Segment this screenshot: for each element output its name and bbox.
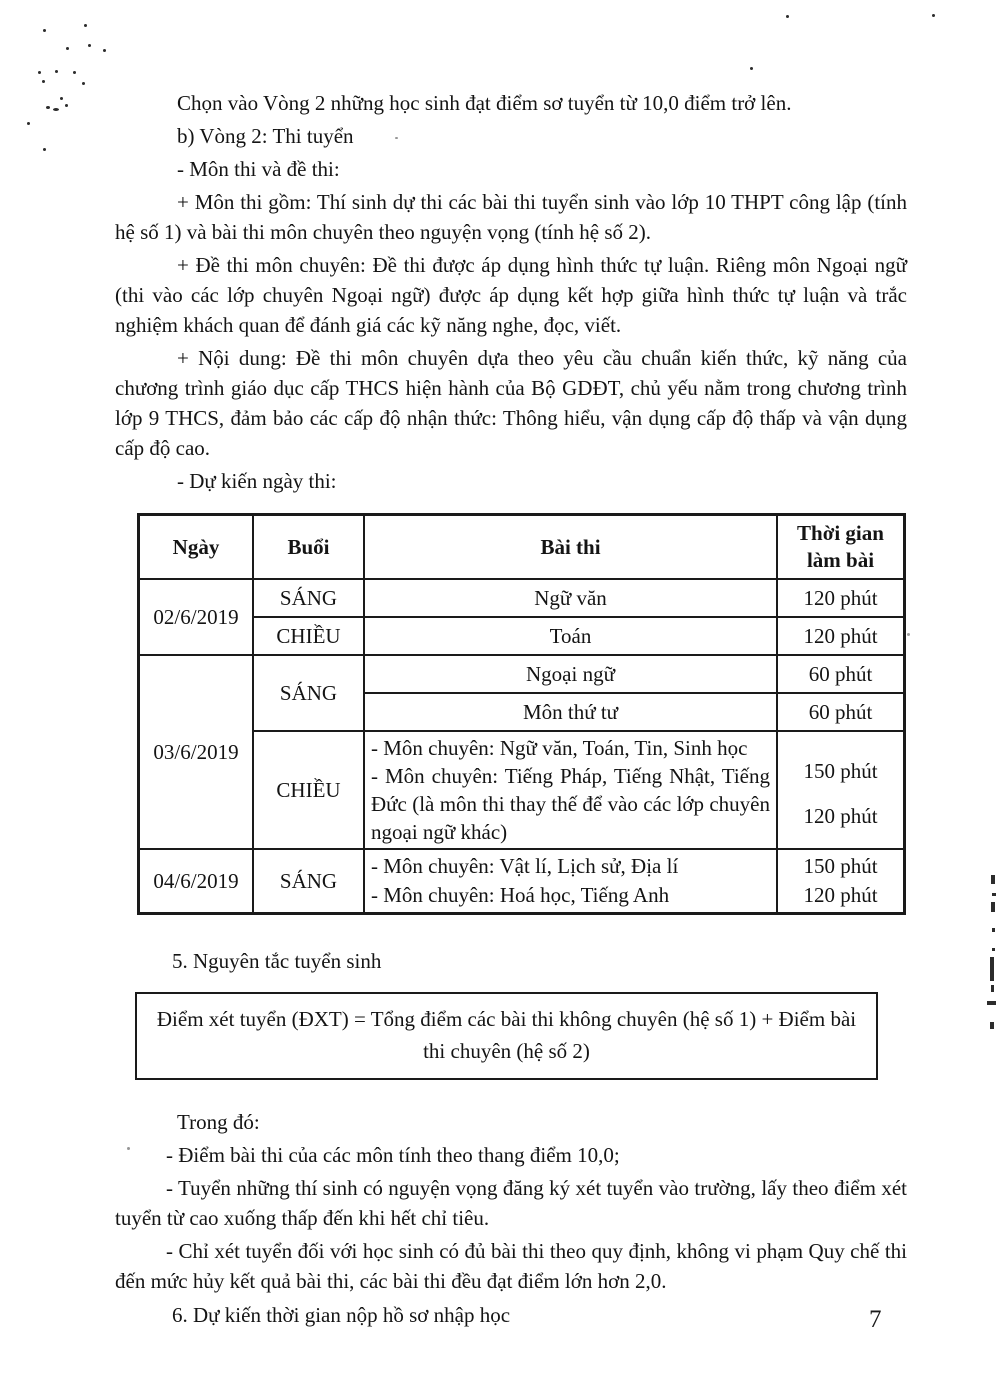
bullet-selection-order: - Tuyển những thí sinh có nguyện vọng đăng ký xét tuyển vào trường, lấy theo điểm xét tuyển từ cao xuống thấp đến khi hết chỉ tiêu.	[115, 1176, 907, 1230]
paragraph-trong-do: Trong đó:	[177, 1110, 260, 1134]
paragraph-round2-selection: Chọn vào Vòng 2 những học sinh đạt điểm sơ tuyển từ 10,0 điểm trở lên.	[177, 91, 792, 115]
cell-duration-specialized-0406	[777, 849, 905, 914]
duration-120-b: 120 phút	[803, 883, 878, 907]
exam-item-specialized-4: - Môn chuyên: Hoá học, Tiếng Anh	[371, 883, 670, 907]
table-row-0406-morning	[139, 849, 905, 914]
page-number: 7	[869, 1306, 882, 1333]
cell-exam-specialized-0406	[364, 849, 777, 914]
cell-session-morning: SÁNG	[253, 579, 364, 617]
cell-session-morning-0306: SÁNG	[253, 655, 364, 731]
cell-session-afternoon: CHIỀU	[253, 617, 364, 655]
duration-150: 150 phút	[803, 758, 878, 783]
column-header-duration: Thời gian làm bài	[777, 515, 905, 580]
cell-session-morning-0406: SÁNG	[253, 849, 364, 914]
cell-duration-specialized-0306	[777, 731, 905, 849]
column-header-date: Ngày	[139, 515, 254, 580]
bullet-score-scale: - Điểm bài thi của các môn tính theo thang điểm 10,0;	[166, 1143, 620, 1167]
column-header-exam: Bài thi	[364, 515, 777, 580]
table-row-0206-morning	[139, 579, 905, 617]
cell-exam-ngoaingu: Ngoại ngữ	[364, 655, 777, 693]
paragraph-specialized-exam: + Đề thi môn chuyên: Đề thi được áp dụng hình thức tự luận. Riêng môn Ngoại ngữ (thi vào các lớp chuyên Ngoại ngữ) được áp dụng kết hợp giữa hình thức tự luận và trắc nghiệm khách quan để đánh giá các kỹ năng nghe, đọc, viết.	[115, 253, 907, 337]
exam-item-specialized-3: - Môn chuyên: Vật lí, Lịch sử, Địa lí	[371, 854, 679, 878]
duration-120: 120 phút	[803, 803, 878, 828]
exam-item-specialized-1: - Môn chuyên: Ngữ văn, Toán, Tin, Sinh học	[371, 736, 748, 760]
table-row-0206-afternoon	[139, 617, 905, 655]
cell-duration-ngoaingu: 60 phút	[777, 655, 905, 693]
cell-duration-monthutu: 60 phút	[777, 693, 905, 731]
paragraph-round2-title: b) Vòng 2: Thi tuyển	[177, 124, 354, 148]
section-6-title: 6. Dự kiến thời gian nộp hồ sơ nhập học	[172, 1303, 511, 1327]
section-5-title: 5. Nguyên tắc tuyển sinh	[172, 949, 382, 973]
duration-150-b: 150 phút	[803, 854, 878, 878]
cell-date-0306: 03/6/2019	[139, 655, 254, 849]
cell-exam-specialized-0306	[364, 731, 777, 849]
table-row-0306-morning-1	[139, 655, 905, 693]
cell-exam-monthutu: Môn thứ tư	[364, 693, 777, 731]
cell-duration-nguvan: 120 phút	[777, 579, 905, 617]
document-body	[115, 88, 907, 1333]
cell-exam-nguvan: Ngữ văn	[364, 579, 777, 617]
paragraph-subjects-label: - Môn thi và đề thi:	[177, 157, 340, 181]
admission-score-formula-box: Điểm xét tuyển (ĐXT) = Tổng điểm các bài thi không chuyên (hệ số 1) + Điểm bài thi chuyên (hệ số 2)	[135, 992, 878, 1080]
cell-exam-toan: Toán	[364, 617, 777, 655]
cell-date-0206: 02/6/2019	[139, 579, 254, 655]
column-header-session: Buổi	[253, 515, 364, 580]
paragraph-expected-dates-label: - Dự kiến ngày thi:	[177, 469, 337, 493]
cell-session-afternoon-0306: CHIỀU	[253, 731, 364, 849]
paragraph-exam-content: + Nội dung: Đề thi môn chuyên dựa theo yêu cầu chuẩn kiến thức, kỹ năng của chương trình giáo dục cấp THCS hiện hành của Bộ GDĐT, chủ yếu nằm trong chương trình lớp 9 THCS, đảm bảo các cấp độ nhận thức: Thông hiểu, vận dụng cấp độ thấp và vận dụng cấp độ cao.	[115, 346, 907, 460]
bullet-eligibility: - Chỉ xét tuyển đối với học sinh có đủ bài thi theo quy định, không vi phạm Quy chế thi đến mức hủy kết quả bài thi, các bài thi đều đạt điểm lớn hơn 2,0.	[115, 1239, 907, 1293]
cell-date-0406: 04/6/2019	[139, 849, 254, 914]
table-header-row	[139, 515, 905, 580]
exam-item-specialized-2: - Môn chuyên: Tiếng Pháp, Tiếng Nhật, Tiếng Đức (là môn thi thay thế để vào các lớp chuyên ngoại ngữ khác)	[371, 764, 770, 844]
exam-schedule-table	[137, 513, 906, 915]
paragraph-exam-subjects: + Môn thi gồm: Thí sinh dự thi các bài thi tuyển sinh vào lớp 10 THPT công lập (tính hệ số 1) và bài thi môn chuyên theo nguyện vọng (tính hệ số 2).	[115, 190, 907, 244]
table-row-0306-afternoon	[139, 731, 905, 849]
cell-duration-toan: 120 phút	[777, 617, 905, 655]
